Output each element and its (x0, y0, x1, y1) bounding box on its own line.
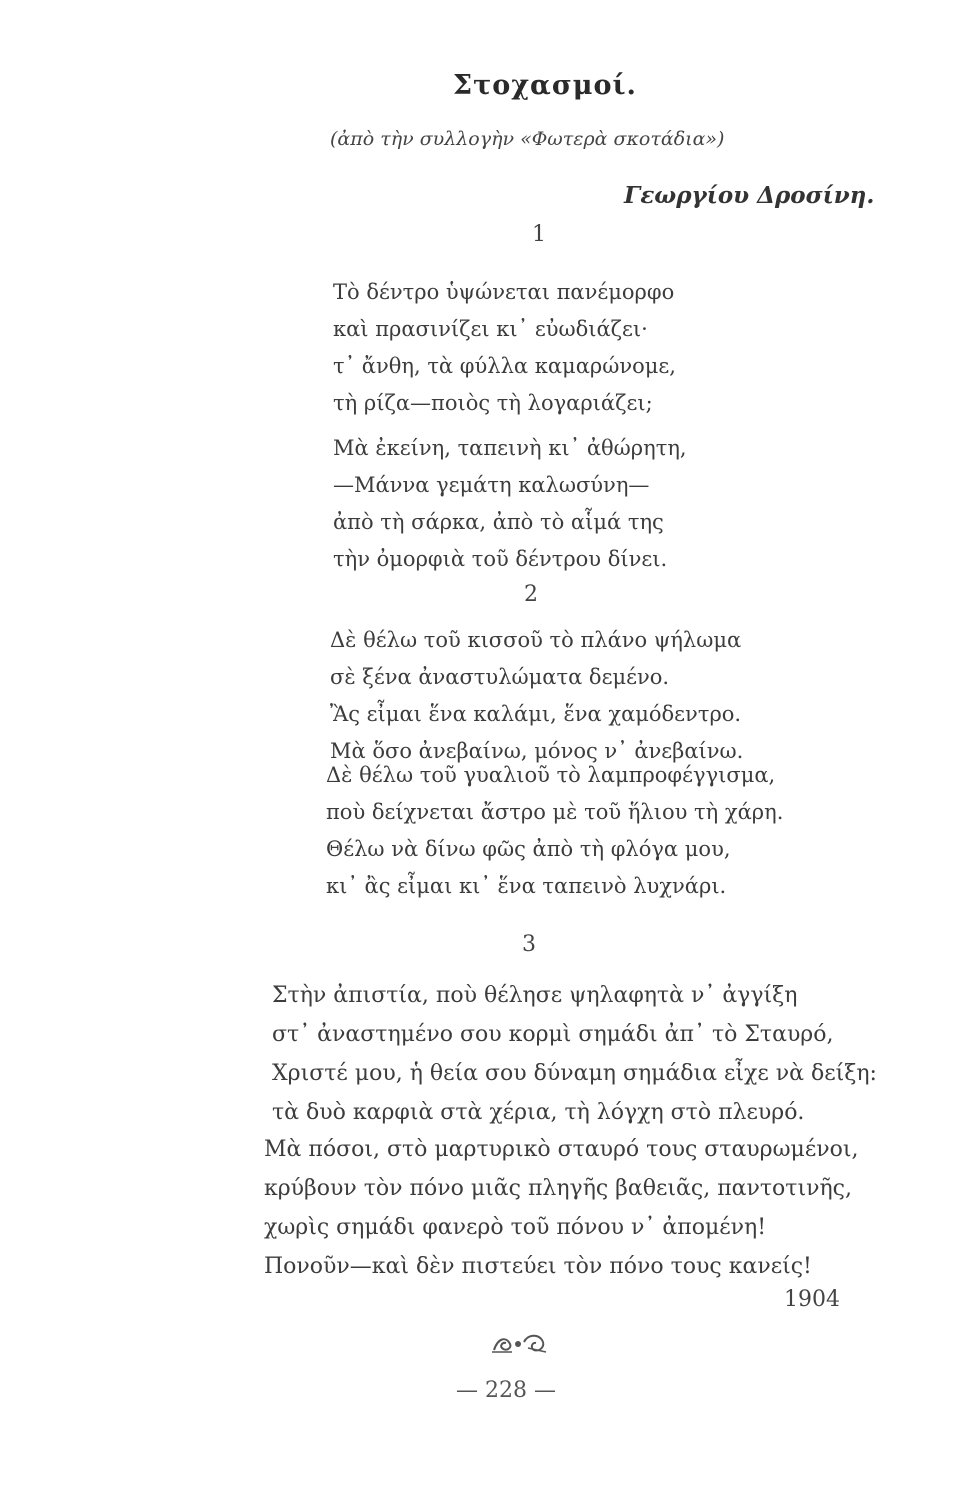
section-number-2: 2 (524, 582, 538, 607)
verse-line: τὴ ρίζα—ποιὸς τὴ λογαριάζει; (333, 391, 653, 415)
verse-line: ποὺ δείχνεται ἄστρο μὲ τοῦ ἥλιου τὴ χάρη. (326, 800, 784, 824)
verse-line: κι᾿ ἂς εἶμαι κι᾿ ἕνα ταπεινὸ λυχνάρι. (326, 874, 727, 898)
stanza-3-1 (272, 976, 877, 1132)
verse-line: Δὲ θέλω τοῦ γυαλιοῦ τὸ λαμπροφέγγισμα, (326, 763, 776, 787)
verse-line: στ᾿ ἀναστημένο σου κορμὶ σημάδι ἀπ᾿ τὸ Σταυρό, (272, 1022, 834, 1047)
verse-line: χωρὶς σημάδι φανερὸ τοῦ πόνου ν᾿ ἀπομένη! (264, 1215, 767, 1240)
poem-subtitle: (ἀπὸ τὴν συλλογὴν «Φωτερὰ σκοτάδια») (330, 128, 725, 150)
verse-line: κρύβουν τὸν πόνο μιᾶς πληγῆς βαθειᾶς, παντοτινῆς, (264, 1176, 852, 1201)
verse-line: σὲ ξένα ἀναστυλώματα δεμένο. (330, 665, 670, 689)
stanza-2-1 (330, 622, 743, 770)
verse-line: —Μάννα γεμάτη καλωσύνη— (333, 473, 650, 497)
verse-line: ἀπὸ τὴ σάρκα, ἀπὸ τὸ αἷμά της (333, 510, 664, 534)
poem-year: 1904 (784, 1287, 840, 1312)
page-number: — 228 — (456, 1378, 556, 1403)
stanza-1-2 (333, 430, 687, 578)
verse-line: Τὸ δέντρο ὑψώνεται πανέμορφο (333, 280, 675, 304)
section-number-3: 3 (522, 932, 536, 957)
verse-line: Στὴν ἀπιστία, ποὺ θέλησε ψηλαφητὰ ν᾿ ἀγγίξη (272, 983, 798, 1008)
verse-line: Μὰ ἐκείνη, ταπεινὴ κι᾿ ἀθώρητη, (333, 436, 687, 460)
verse-line: καὶ πρασινίζει κι᾿ εὐωδιάζει· (333, 317, 648, 341)
verse-line: τὴν ὀμορφιὰ τοῦ δέντρου δίνει. (333, 547, 668, 571)
verse-line: Χριστέ μου, ἡ θεία σου δύναμη σημάδια εἶχε νὰ δείξη: (272, 1061, 877, 1086)
section-number-1: 1 (532, 222, 546, 247)
stanza-1-1 (333, 274, 676, 422)
verse-line: τὰ δυὸ καρφιὰ στὰ χέρια, τὴ λόγχη στὸ πλευρό. (272, 1100, 805, 1125)
poem-title: Στοχασμοί. (453, 70, 637, 101)
verse-line: Ἂς εἶμαι ἕνα καλάμι, ἕνα χαμόδεντρο. (330, 702, 742, 726)
verse-line: Πονοῦν—καὶ δὲν πιστεύει τὸν πόνο τους κανείς! (264, 1254, 812, 1279)
verse-line: Μὰ πόσοι, στὸ μαρτυρικὸ σταυρό τους σταυρωμένοι, (264, 1137, 859, 1162)
stanza-2-2 (326, 757, 783, 905)
poem-author: Γεωργίου Δροσίνη. (624, 182, 875, 209)
verse-line: Θέλω νὰ δίνω φῶς ἀπὸ τὴ φλόγα μου, (326, 837, 731, 861)
verse-line: Μὰ ὅσο ἀνεβαίνω, μόνος ν᾿ ἀνεβαίνω. (330, 739, 744, 763)
verse-line: Δὲ θέλω τοῦ κισσοῦ τὸ πλάνο ψήλωμα (330, 628, 742, 652)
stanza-3-2 (264, 1130, 858, 1286)
verse-line: τ᾿ ἄνθη, τὰ φύλλα καμαρώνομε, (333, 354, 676, 378)
floral-ornament-icon (488, 1330, 552, 1356)
